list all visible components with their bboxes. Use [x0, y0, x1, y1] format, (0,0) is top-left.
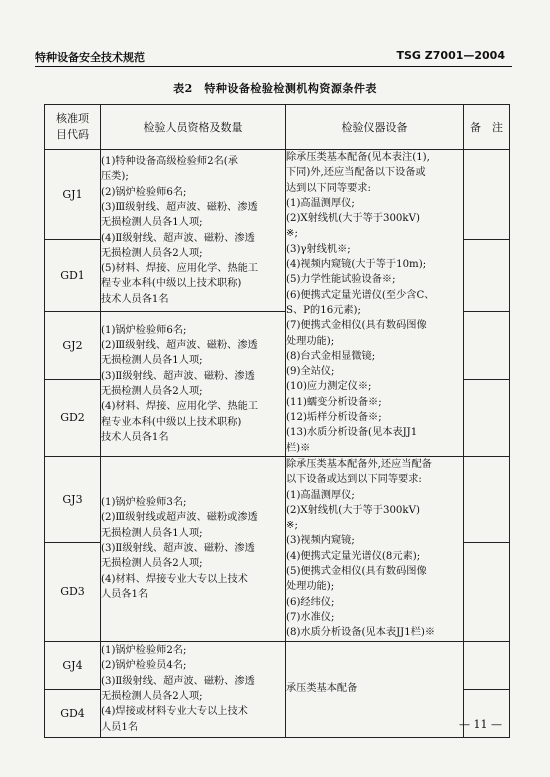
code-cell: GD4 — [45, 689, 101, 737]
remarks-cell — [464, 543, 510, 641]
text-line: (5)便携式金相仪(具有数码图像 — [286, 566, 427, 578]
text-line: 人员1名 — [101, 721, 139, 733]
text-line: 无损检测人员各2人项; — [101, 558, 203, 570]
personnel-cell — [101, 150, 286, 312]
code-cell: GD1 — [45, 240, 101, 312]
code-cell: GJ1 — [45, 150, 101, 240]
col-header-code-text: 核准项 目代码 — [56, 112, 89, 141]
remarks-cell — [464, 312, 510, 380]
col-header-equipment: 检验仪器设备 — [286, 105, 464, 150]
text-line: (2)X射线机(大于等于300kV) — [286, 213, 420, 225]
equipment-cell — [286, 456, 464, 641]
text-line: (4)材料、焊接专业大专以上技术 — [101, 573, 248, 585]
code-cell: GD3 — [45, 543, 101, 641]
remarks-cell — [464, 456, 510, 542]
col-header-code — [45, 105, 101, 150]
personnel-cell — [101, 456, 286, 641]
text-line: 人员各1名 — [101, 588, 149, 600]
text-line: (1)特种设备高级检验师2名(承 — [101, 156, 238, 168]
table-row — [45, 456, 510, 542]
text-line: (3)视频内窥镜; — [286, 535, 355, 547]
text-line: (8)水质分析设备(见本表JJ1栏)※ — [286, 627, 436, 639]
text-line: 技术人员各1名 — [101, 431, 169, 443]
text-line: 程专业本科(中级以上技术职称) — [101, 416, 242, 428]
code-cell: GJ4 — [45, 641, 101, 689]
text-line: (1)锅炉检验师3名; — [101, 497, 187, 509]
text-line: (3)Ⅱ级射线、超声波、磁粉、渗透 — [101, 370, 255, 382]
text-line: (11)蠕变分析设备※; — [286, 396, 382, 408]
text-line: (1)锅炉检验师6名; — [101, 324, 187, 336]
header-right: TSG Z7001—2004 — [396, 49, 505, 62]
table-row — [45, 641, 510, 689]
text-line: 技术人员各1名 — [101, 293, 169, 305]
equipment-cell — [286, 150, 464, 457]
text-line: (4)便携式定量光谱仪(8元素); — [286, 550, 421, 562]
text-line: (1)锅炉检验师2名; — [101, 645, 187, 657]
page-number: — 11 — — [459, 718, 502, 731]
text-line: ※; — [286, 520, 298, 532]
text-line: 除承压类基本配备(见本表注(1), — [286, 152, 430, 163]
text-line: 无损检测人员各2人项; — [101, 247, 203, 259]
text-line: (4)材料、焊接、应用化学、热能工 — [101, 401, 259, 413]
personnel-cell — [101, 312, 286, 457]
resource-table — [44, 104, 510, 738]
text-line: (2)X射线机(大于等于300kV) — [286, 504, 420, 516]
text-line: 无损检测人员各2人项; — [101, 691, 203, 702]
header-row — [45, 105, 510, 150]
text-line: (13)水质分析设备(见本表JJ1 — [286, 427, 418, 439]
col-header-personnel: 检验人员资格及数量 — [101, 105, 286, 150]
equipment-cell — [286, 641, 464, 737]
text-line: (6)便携式定量光谱仪(至少含C、 — [286, 289, 435, 301]
text-line: 处理功能); — [286, 581, 335, 593]
text-line: (6)经纬仪; — [286, 596, 335, 608]
text-line: (2)锅炉检验员4名; — [101, 660, 187, 672]
text-line: (3)Ⅱ级射线、超声波、磁粉、渗透 — [101, 543, 255, 555]
text-line: (2)Ⅲ级射线或超声波、磁粉或渗透 — [101, 512, 258, 524]
text-line: 无损检测人员各1人项; — [101, 527, 203, 539]
text-line: (4)视频内窥镜(大于等于10m); — [286, 259, 427, 271]
text-line: (2)Ⅲ级射线、超声波、磁粉、渗透 — [101, 340, 258, 352]
text-line: S、P的16元素); — [286, 304, 361, 316]
text-line: (12)垢样分析设备※; — [286, 412, 382, 424]
text-line: (7)水准仪; — [286, 611, 335, 623]
personnel-cell — [101, 641, 286, 737]
text-line: 无损检测人员各2人项; — [101, 385, 203, 397]
remarks-cell — [464, 150, 510, 240]
text-line: (2)锅炉检验师6名; — [101, 186, 187, 198]
text-line: 处理功能); — [286, 335, 335, 347]
header-rule — [35, 66, 512, 67]
text-line: 达到以下同等要求: — [286, 182, 371, 194]
text-line: (4)Ⅱ级射线、超声波、磁粉、渗透 — [101, 232, 255, 244]
col-header-remarks: 备 注 — [464, 105, 510, 150]
text-line: (7)便携式金相仪(具有数码图像 — [286, 320, 427, 332]
text-line: 无损检测人员各1人项; — [101, 355, 203, 367]
code-cell: GD2 — [45, 379, 101, 456]
text-line: 承压类基本配备 — [286, 683, 358, 695]
remarks-cell — [464, 641, 510, 689]
text-line: (5)力学性能试验设备※; — [286, 274, 396, 286]
remarks-cell — [464, 379, 510, 456]
code-cell: GJ2 — [45, 312, 101, 380]
header-left: 特种设备安全技术规范 — [35, 51, 145, 64]
text-line: (3)γ射线机※; — [286, 243, 351, 255]
text-line: 程专业本科(中级以上技术职称) — [101, 278, 242, 290]
text-line: (5)材料、焊接、应用化学、热能工 — [101, 263, 259, 275]
text-line: (1)高温测厚仪; — [286, 489, 355, 501]
text-line: 下同)外,还应当配备以下设备或 — [286, 167, 426, 179]
table-row — [45, 150, 510, 240]
text-line: 压类); — [101, 171, 129, 183]
text-line: (3)Ⅲ级射线、超声波、磁粉、渗透 — [101, 201, 258, 213]
text-line: (4)焊接或材料专业大专以上技术 — [101, 706, 248, 718]
text-line: 除承压类基本配备外,还应当配备 — [286, 458, 432, 470]
text-line: ※; — [286, 228, 298, 240]
remarks-cell — [464, 240, 510, 312]
text-line: (9)全站仪; — [286, 366, 335, 378]
text-line: (10)应力测定仪※; — [286, 381, 372, 393]
table-title: 表2 特种设备检验检测机构资源条件表 — [173, 82, 377, 95]
code-cell: GJ3 — [45, 456, 101, 542]
text-line: 以下设备或达到以下同等要求: — [286, 474, 422, 486]
text-line: (8)台式金相显微镜; — [286, 350, 376, 362]
text-line: 无损检测人员各1人项; — [101, 217, 203, 229]
text-line: (1)高温测厚仪; — [286, 197, 355, 209]
text-line: 栏)※ — [286, 442, 311, 454]
text-line: (3)Ⅱ级射线、超声波、磁粉、渗透 — [101, 675, 255, 687]
